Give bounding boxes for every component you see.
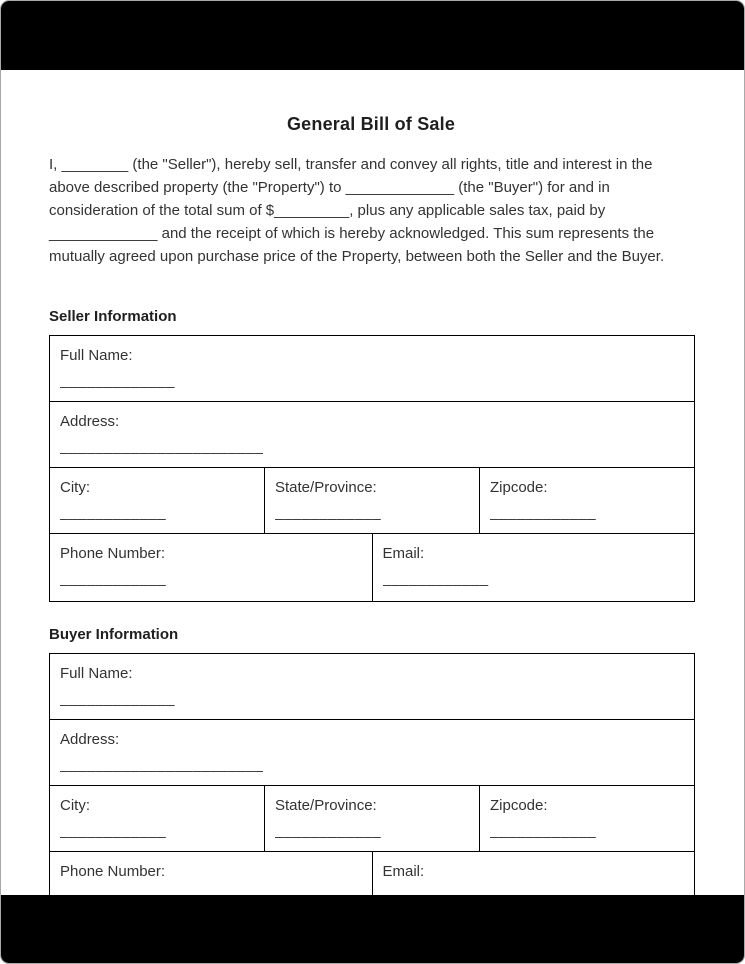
seller-phone-cell — [50, 534, 373, 602]
seller-full-name-cell — [50, 336, 695, 402]
seller-phone-label: Phone Number: — [60, 545, 166, 562]
table-row — [50, 402, 695, 468]
buyer-address-cell — [50, 720, 695, 786]
seller-info-table — [49, 335, 695, 602]
bottom-letterbox-bar — [1, 895, 744, 963]
buyer-email-label: Email: — [382, 863, 425, 880]
buyer-state-blank: ____________ — [275, 822, 382, 839]
buyer-zipcode-blank: ____________ — [490, 822, 597, 839]
seller-city-label: City: — [60, 479, 90, 496]
buyer-full-name-cell — [50, 654, 695, 720]
seller-address-cell — [50, 402, 695, 468]
buyer-state-cell — [265, 786, 480, 852]
seller-full-name-blank: _____________ — [60, 372, 175, 389]
buyer-zipcode-label: Zipcode: — [490, 797, 548, 814]
page-title: General Bill of Sale — [286, 114, 456, 134]
seller-email-blank: ____________ — [382, 570, 489, 587]
seller-zipcode-blank: ____________ — [490, 504, 597, 521]
seller-address-label: Address: — [60, 413, 120, 430]
buyer-address-label: Address: — [60, 731, 120, 748]
table-row — [50, 654, 695, 720]
document-page — [1, 113, 744, 920]
buyer-info-table — [49, 653, 695, 920]
table-row — [50, 468, 695, 534]
seller-zipcode-label: Zipcode: — [490, 479, 548, 496]
table-row — [50, 786, 695, 852]
seller-email-cell — [372, 534, 695, 602]
seller-full-name-label: Full Name: — [60, 347, 133, 364]
table-row — [50, 720, 695, 786]
buyer-phone-label: Phone Number: — [60, 863, 166, 880]
seller-state-cell — [265, 468, 480, 534]
seller-zipcode-cell — [480, 468, 695, 534]
buyer-city-cell — [50, 786, 265, 852]
seller-state-blank: ____________ — [275, 504, 382, 521]
table-row — [50, 534, 695, 602]
buyer-section-heading: Buyer Information — [49, 626, 179, 643]
buyer-full-name-label: Full Name: — [60, 665, 133, 682]
buyer-state-label: State/Province: — [275, 797, 377, 814]
intro-paragraph: I, ________ (the "Seller"), hereby sell, transfer and convey all rights, title and interest in the above described property (the "Property") to _____________ (the "Buyer") for and in consideration of the total sum of $_________, plus any applicable sales tax, paid by _____________ and the receipt of which is hereby acknowledged. This sum represents the mutually agreed upon purchase price of the Property, between both the Seller and the Buyer. — [49, 156, 665, 265]
seller-phone-blank: ____________ — [60, 570, 167, 587]
seller-section-heading: Seller Information — [49, 308, 177, 325]
buyer-city-blank: ____________ — [60, 822, 167, 839]
seller-city-cell — [50, 468, 265, 534]
buyer-zipcode-cell — [480, 786, 695, 852]
top-letterbox-bar — [1, 1, 744, 70]
buyer-address-blank: _______________________ — [60, 756, 264, 773]
buyer-city-label: City: — [60, 797, 90, 814]
seller-state-label: State/Province: — [275, 479, 377, 496]
buyer-full-name-blank: _____________ — [60, 690, 175, 707]
seller-city-blank: ____________ — [60, 504, 167, 521]
table-row — [50, 336, 695, 402]
seller-address-blank: _______________________ — [60, 438, 264, 455]
seller-email-label: Email: — [382, 545, 425, 562]
